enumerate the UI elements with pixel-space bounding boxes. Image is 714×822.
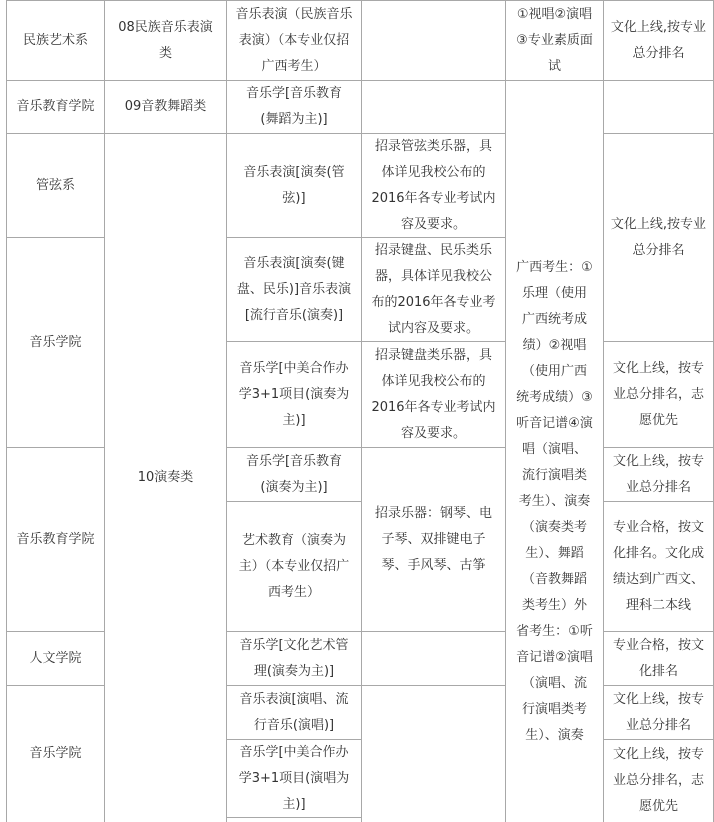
admission-label: 专业合格，按文化排名。文化成绩达到广西文、理科二本线 — [612, 519, 704, 613]
dept-label: 音乐教育学院 — [16, 531, 95, 547]
major-cell — [227, 740, 362, 818]
major-label: 音乐学[中美合作办学3+1项目(演奏为主)] — [238, 360, 350, 428]
dept-cell — [6, 81, 105, 134]
note-label: 招录键盘类乐器，具体详见我校公布的2016年各专业考试内容及要求。 — [371, 347, 496, 441]
major-label: 音乐表演[演奏(管弦)] — [243, 164, 345, 206]
dept-cell — [6, 238, 105, 448]
admission-label: 文化上线，按专业总分排名 — [612, 453, 704, 495]
category-cell — [105, 81, 227, 134]
exam-label: 广西考生：①乐理（使用广西统考成绩）②视唱（使用广西统考成绩）③听音记谱④演唱（演唱、流行演唱类考生）、演奏（演奏类考生）、舞蹈（音教舞蹈类考生）外省考生：①听音记谱②演唱（演唱、流行演唱类考生）、演奏 — [516, 260, 593, 743]
note-label: 招录管弦类乐器，具体详见我校公布的2016年各专业考试内容及要求。 — [371, 138, 496, 232]
major-label: 艺术教育（演奏为主）（本专业仅招广西考生） — [238, 532, 350, 600]
exam-label: ①视唱②演唱③专业素质面试 — [516, 6, 593, 74]
major-cell — [227, 342, 362, 448]
dept-cell — [6, 134, 105, 238]
note-cell — [362, 448, 506, 632]
major-cell — [227, 632, 362, 686]
category-cell — [105, 0, 227, 81]
dept-cell — [6, 448, 105, 632]
exam-cell — [506, 0, 604, 81]
major-cell — [227, 0, 362, 81]
major-label: 音乐表演[演唱、流行音乐(演唱)] — [239, 691, 349, 733]
admission-label: 文化上线,按专业总分排名 — [610, 216, 707, 258]
major-cell-empty — [227, 818, 362, 822]
major-cell — [227, 134, 362, 238]
note-cell — [362, 238, 506, 342]
major-label: 音乐表演[演奏(键盘、民乐)]音乐表演[流行音乐(演奏)] — [236, 255, 352, 323]
dept-label: 音乐学院 — [29, 746, 82, 761]
admission-cell-empty — [604, 81, 714, 134]
dept-cell — [6, 686, 105, 822]
admission-cell — [604, 502, 714, 632]
category-label: 09音教舞蹈类 — [124, 99, 207, 114]
exam-cell — [506, 81, 604, 822]
admission-label: 文化上线,按专业总分排名 — [610, 19, 707, 61]
dept-label: 民族艺术系 — [22, 32, 88, 48]
admission-label: 文化上线，按专业总分排名，志愿优先 — [612, 360, 704, 428]
admission-cell — [604, 632, 714, 686]
major-cell — [227, 81, 362, 134]
note-label: 招录乐器：钢琴、电子琴、双排键电子琴、手风琴、古筝 — [374, 505, 492, 573]
major-label: 音乐学[中美合作办学3+1项目(演唱为主)] — [238, 744, 350, 812]
major-cell — [227, 238, 362, 342]
major-cell — [227, 448, 362, 502]
major-label: 音乐学[音乐教育(舞蹈为主)] — [245, 86, 343, 127]
note-cell-empty — [362, 0, 506, 81]
note-cell-empty — [362, 81, 506, 134]
admission-cell — [604, 0, 714, 81]
major-label: 音乐学[文化艺术管理(演奏为主)] — [239, 637, 349, 679]
admission-cell — [604, 740, 714, 822]
dept-cell — [6, 0, 105, 81]
admission-cell — [604, 448, 714, 502]
dept-label: 管弦系 — [35, 177, 75, 193]
admission-cell — [604, 686, 714, 740]
admission-cell — [604, 342, 714, 448]
category-label: 08民族音乐表演类 — [118, 19, 213, 61]
admission-label: 文化上线，按专业总分排名 — [612, 691, 704, 733]
dept-label: 音乐学院 — [29, 334, 82, 350]
major-label: 音乐学[音乐教育(演奏为主)] — [245, 453, 343, 495]
note-cell-empty — [362, 686, 506, 822]
major-label: 音乐表演（民族音乐表演）（本专业仅招广西考生） — [235, 6, 353, 74]
category-cell — [105, 134, 227, 822]
note-label: 招录键盘、民乐类乐器，具体详见我校公布的2016年各专业考试内容及要求。 — [371, 242, 496, 336]
admission-label: 专业合格，按文化排名 — [612, 637, 704, 679]
major-cell — [227, 686, 362, 740]
dept-label: 人文学院 — [29, 650, 82, 666]
dept-cell — [6, 632, 105, 686]
dept-label: 音乐教育学院 — [16, 99, 95, 114]
admission-cell — [604, 134, 714, 342]
category-label: 10演奏类 — [137, 470, 194, 485]
major-cell — [227, 502, 362, 632]
note-cell-empty — [362, 632, 506, 686]
admission-label: 文化上线，按专业总分排名，志愿优先 — [612, 747, 704, 814]
note-cell — [362, 342, 506, 448]
note-cell — [362, 134, 506, 238]
